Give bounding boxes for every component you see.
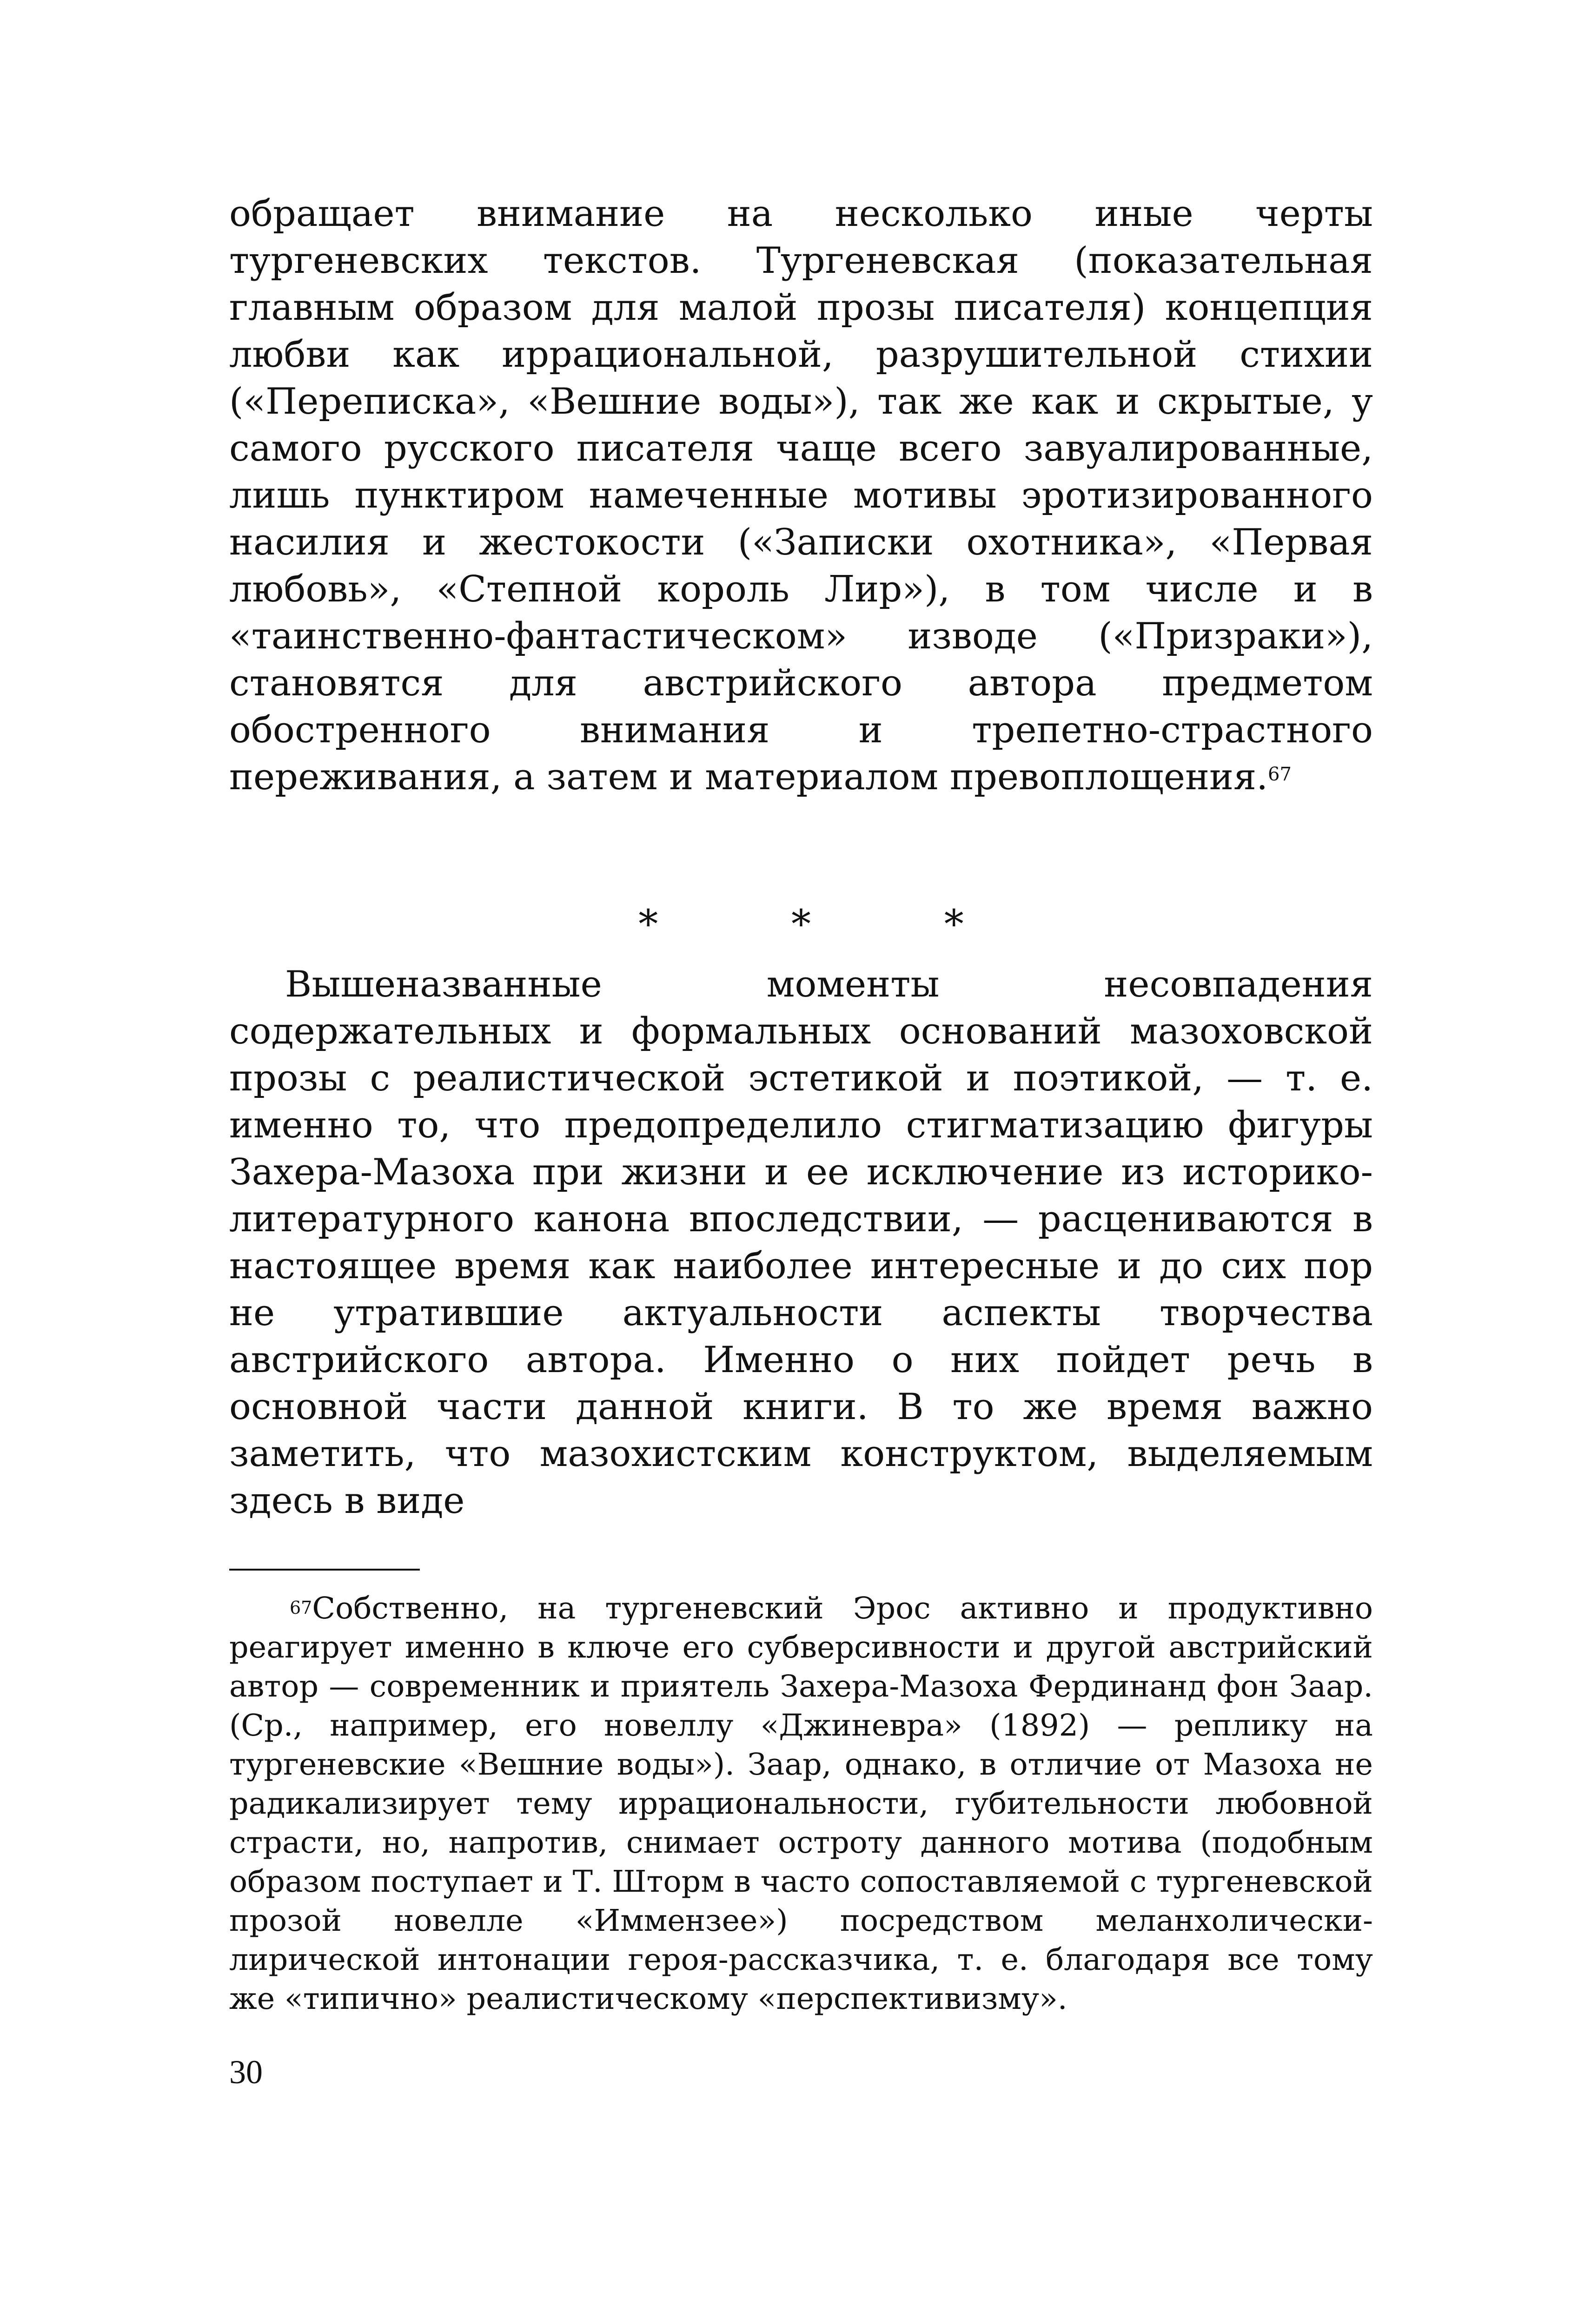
footnote-number: 67: [290, 1598, 312, 1618]
page-number: 30: [229, 2053, 263, 2091]
paragraph-text: обращает внимание на несколько иные черты тургеневских текстов. Тургеневская (показательная главным образом для малой прозы писателя) концепция любви как иррациональной, разрушительной стихии («Переписка», «Вешние воды»), так же как и скрытые, у самого русского писателя чаще всего завуалированные, лишь пунктиром намеченные мотивы эротизированного насилия и жестокости («Записки охотника», «Первая любовь», «Степной король Лир»), в том числе и в «таинственно-фантастическом» изводе («Призраки»), становятся для австрийского автора предметом обостренного внимания и трепетно-страстного переживания, а затем и материалом превоплощения.: [229, 193, 1373, 798]
footnote-text: Собственно, на тургеневский Эрос активно и продуктивно реагирует именно в ключе его субверсивности и другой австрийский автор — современник и приятель Захера-Мазоха Фердинанд фон Заар. (Ср., например, его новеллу «Джиневра» (1892) — реплику на тургеневские «Вешние воды»). Заар, однако, в отличие от Мазоха не радикализирует тему иррациональности, губительности любовной страсти, но, напротив, снимает остроту данного мотива (подобным образом поступает и Т. Шторм в часто сопоставляемой с тургеневской прозой новелле «Иммензее») посредством меланхолически-лирической интонации героя-рассказчика, т. е. благодаря все тому же «типично» реалистическому «перспективизму».: [229, 1591, 1373, 2016]
footnote: [229, 1589, 1373, 2019]
book-page: [229, 191, 1373, 2093]
paragraph-body: Вышеназванные моменты несовпадения содержательных и формальных оснований мазоховской прозы с реалистической эстетикой и поэтикой, — т. е. именно то, что предопределило стигматизацию фигуры Захера-Мазоха при жизни и ее исключение из историко-литературного канона впоследствии, — расцениваются в настоящее время как наиболее интересные и до сих пор не утратившие актуальности аспекты творчества австрийского автора. Именно о них пойдет речь в основной части данной книги. В то же время важно заметить, что мазохистским конструктом, выделяемым здесь в виде: [229, 964, 1373, 1522]
footnote-divider: [229, 1569, 420, 1571]
footnote-reference[interactable]: 67: [1268, 764, 1292, 785]
section-separator: * * *: [638, 901, 1024, 947]
paragraph-continuation: [229, 191, 1373, 801]
